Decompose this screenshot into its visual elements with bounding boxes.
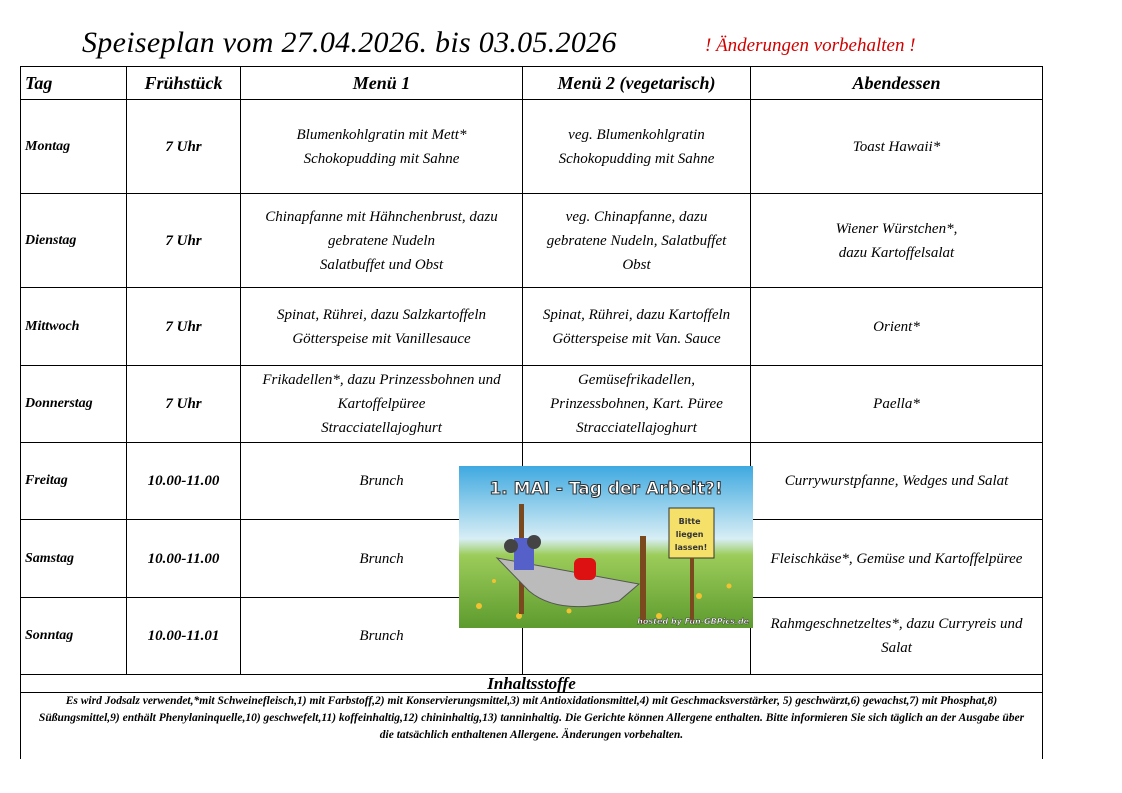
day-row [21,194,1043,288]
menu-line: Brunch [359,550,404,567]
dinner-cell [751,520,1043,598]
menu-line: Fleischkäse*, Gemüse und Kartoffelpüree [770,550,1023,567]
dinner-cell [751,443,1043,520]
menu-line: Frikadellen*, dazu Prinzessbohnen und [262,372,501,388]
day-cell: Montag [21,100,127,194]
may-day-picture [459,466,753,628]
menu1-cell [241,288,523,366]
day-row [21,100,1043,194]
dinner-cell [751,598,1043,675]
menu-line: Brunch [359,628,404,644]
header-day: Tag [21,67,127,100]
menu2-cell [523,100,751,194]
menu-line: Gemüsefrikadellen, [577,372,696,388]
day-cell: Sonntag [21,598,127,675]
menu-line: gebratene Nudeln, Salatbuffet [546,232,727,249]
breakfast-cell: 10.00-11.01 [127,598,241,675]
menu-line: Stracciatellajoghurt [576,420,697,436]
dinner-cell [751,100,1043,194]
menu-line: veg. Blumenkohlgratin [568,126,705,143]
menu-line: Spinat, Rührei, dazu Kartoffeln [542,306,731,323]
menu-line: Stracciatellajoghurt [321,420,442,436]
breakfast-cell: 7 Uhr [127,288,241,366]
sign-line-2: liegen [675,530,704,539]
sign-line-1: Bitte [678,517,701,526]
day-cell: Samstag [21,520,127,598]
header-breakfast: Frühstück [127,67,241,100]
menu-line: Schokopudding mit Sahne [303,150,460,167]
dinner-cell [751,288,1043,366]
menu-line: Rahmgeschnetzeltes*, dazu Curryreis und [770,616,1023,632]
menu-line: veg. Chinapfanne, dazu [565,208,708,225]
header-row [21,67,1043,100]
day-row [21,366,1043,443]
menu-line: gebratene Nudeln [327,232,436,249]
breakfast-cell: 10.00-11.00 [127,443,241,520]
changes-note: ! Änderungen vorbehalten ! [705,35,916,56]
menu-line: Orient* [873,318,920,335]
header-menu2: Menü 2 (vegetarisch) [523,67,751,100]
menu-line: Wiener Würstchen*, [835,220,958,237]
breakfast-cell: 7 Uhr [127,366,241,443]
menu2-cell [523,288,751,366]
ingredients-text: Es wird Jodsalz verwendet,*mit Schweinefleisch,1) mit Farbstoff,2) mit Konservierungsmittel,3) mit Antioxidationsmittel,4) mit Geschmacksverstärker, 5) geschwärzt,6) gewachst,7) mit Phosphat,8) Süßungsmittel,9) enthält Phenylaninquelle,10) geschwefelt,11) koffeinhaltig,12) chininhaltig,13) tanninhaltig. Die Gerichte können Allergene enthalten. Bitte informieren Sie sich täglich an der Ausgabe über die tatsächlich enthaltenen Allergene. Änderungen vorbehalten. [21,693,1043,760]
menu1-cell [241,100,523,194]
svg-text:Bitte liegen lassen! [675,517,707,552]
menu2-cell [523,194,751,288]
menu-line: Chinapfanne mit Hähnchenbrust, dazu [265,208,498,225]
menu-line: Obst [622,256,651,273]
menu-line: Schokopudding mit Sahne [558,150,715,167]
menu-line: Paella* [873,396,920,412]
sign-line-3: lassen! [674,543,708,552]
page-title: Speiseplan vom 27.04.2026. bis 03.05.2026 [82,26,617,59]
breakfast-cell: 7 Uhr [127,100,241,194]
picture-caption: 1. MAI - Tag der Arbeit?! [489,479,723,499]
menu-line: Salatbuffet und Obst [319,256,444,273]
breakfast-cell: 7 Uhr [127,194,241,288]
menu1-cell [241,366,523,443]
header-dinner: Abendessen [751,67,1043,100]
menu-line: dazu Kartoffelsalat [838,244,955,261]
menu-line: Brunch [359,473,404,489]
day-cell: Mittwoch [21,288,127,366]
menu-line: Prinzessbohnen, Kart. Püree [550,396,723,412]
menu-line: Kartoffelpüree [337,396,426,412]
picture-credit: hosted by Fun-GBPics.de [637,617,749,626]
day-cell: Freitag [21,443,127,520]
menu-line: Currywurstpfanne, Wedges und Salat [784,473,1009,489]
day-cell: Donnerstag [21,366,127,443]
menu-line: Götterspeise mit Van. Sauce [552,330,721,347]
menu1-cell [241,194,523,288]
dinner-cell [751,194,1043,288]
menu2-cell [523,366,751,443]
menu-table [20,66,1043,759]
breakfast-cell: 10.00-11.00 [127,520,241,598]
menu-line: Toast Hawaii* [852,138,941,155]
day-cell: Dienstag [21,194,127,288]
ingredients-title: Inhaltsstoffe [21,675,1043,693]
menu-line: Götterspeise mit Vanillesauce [292,330,471,347]
menu-line: Spinat, Rührei, dazu Salzkartoffeln [276,306,487,323]
menu-line: Salat [881,640,912,656]
dinner-cell [751,366,1043,443]
header-menu1: Menü 1 [241,67,523,100]
day-row [21,288,1043,366]
menu-line: Blumenkohlgratin mit Mett* [296,126,467,143]
